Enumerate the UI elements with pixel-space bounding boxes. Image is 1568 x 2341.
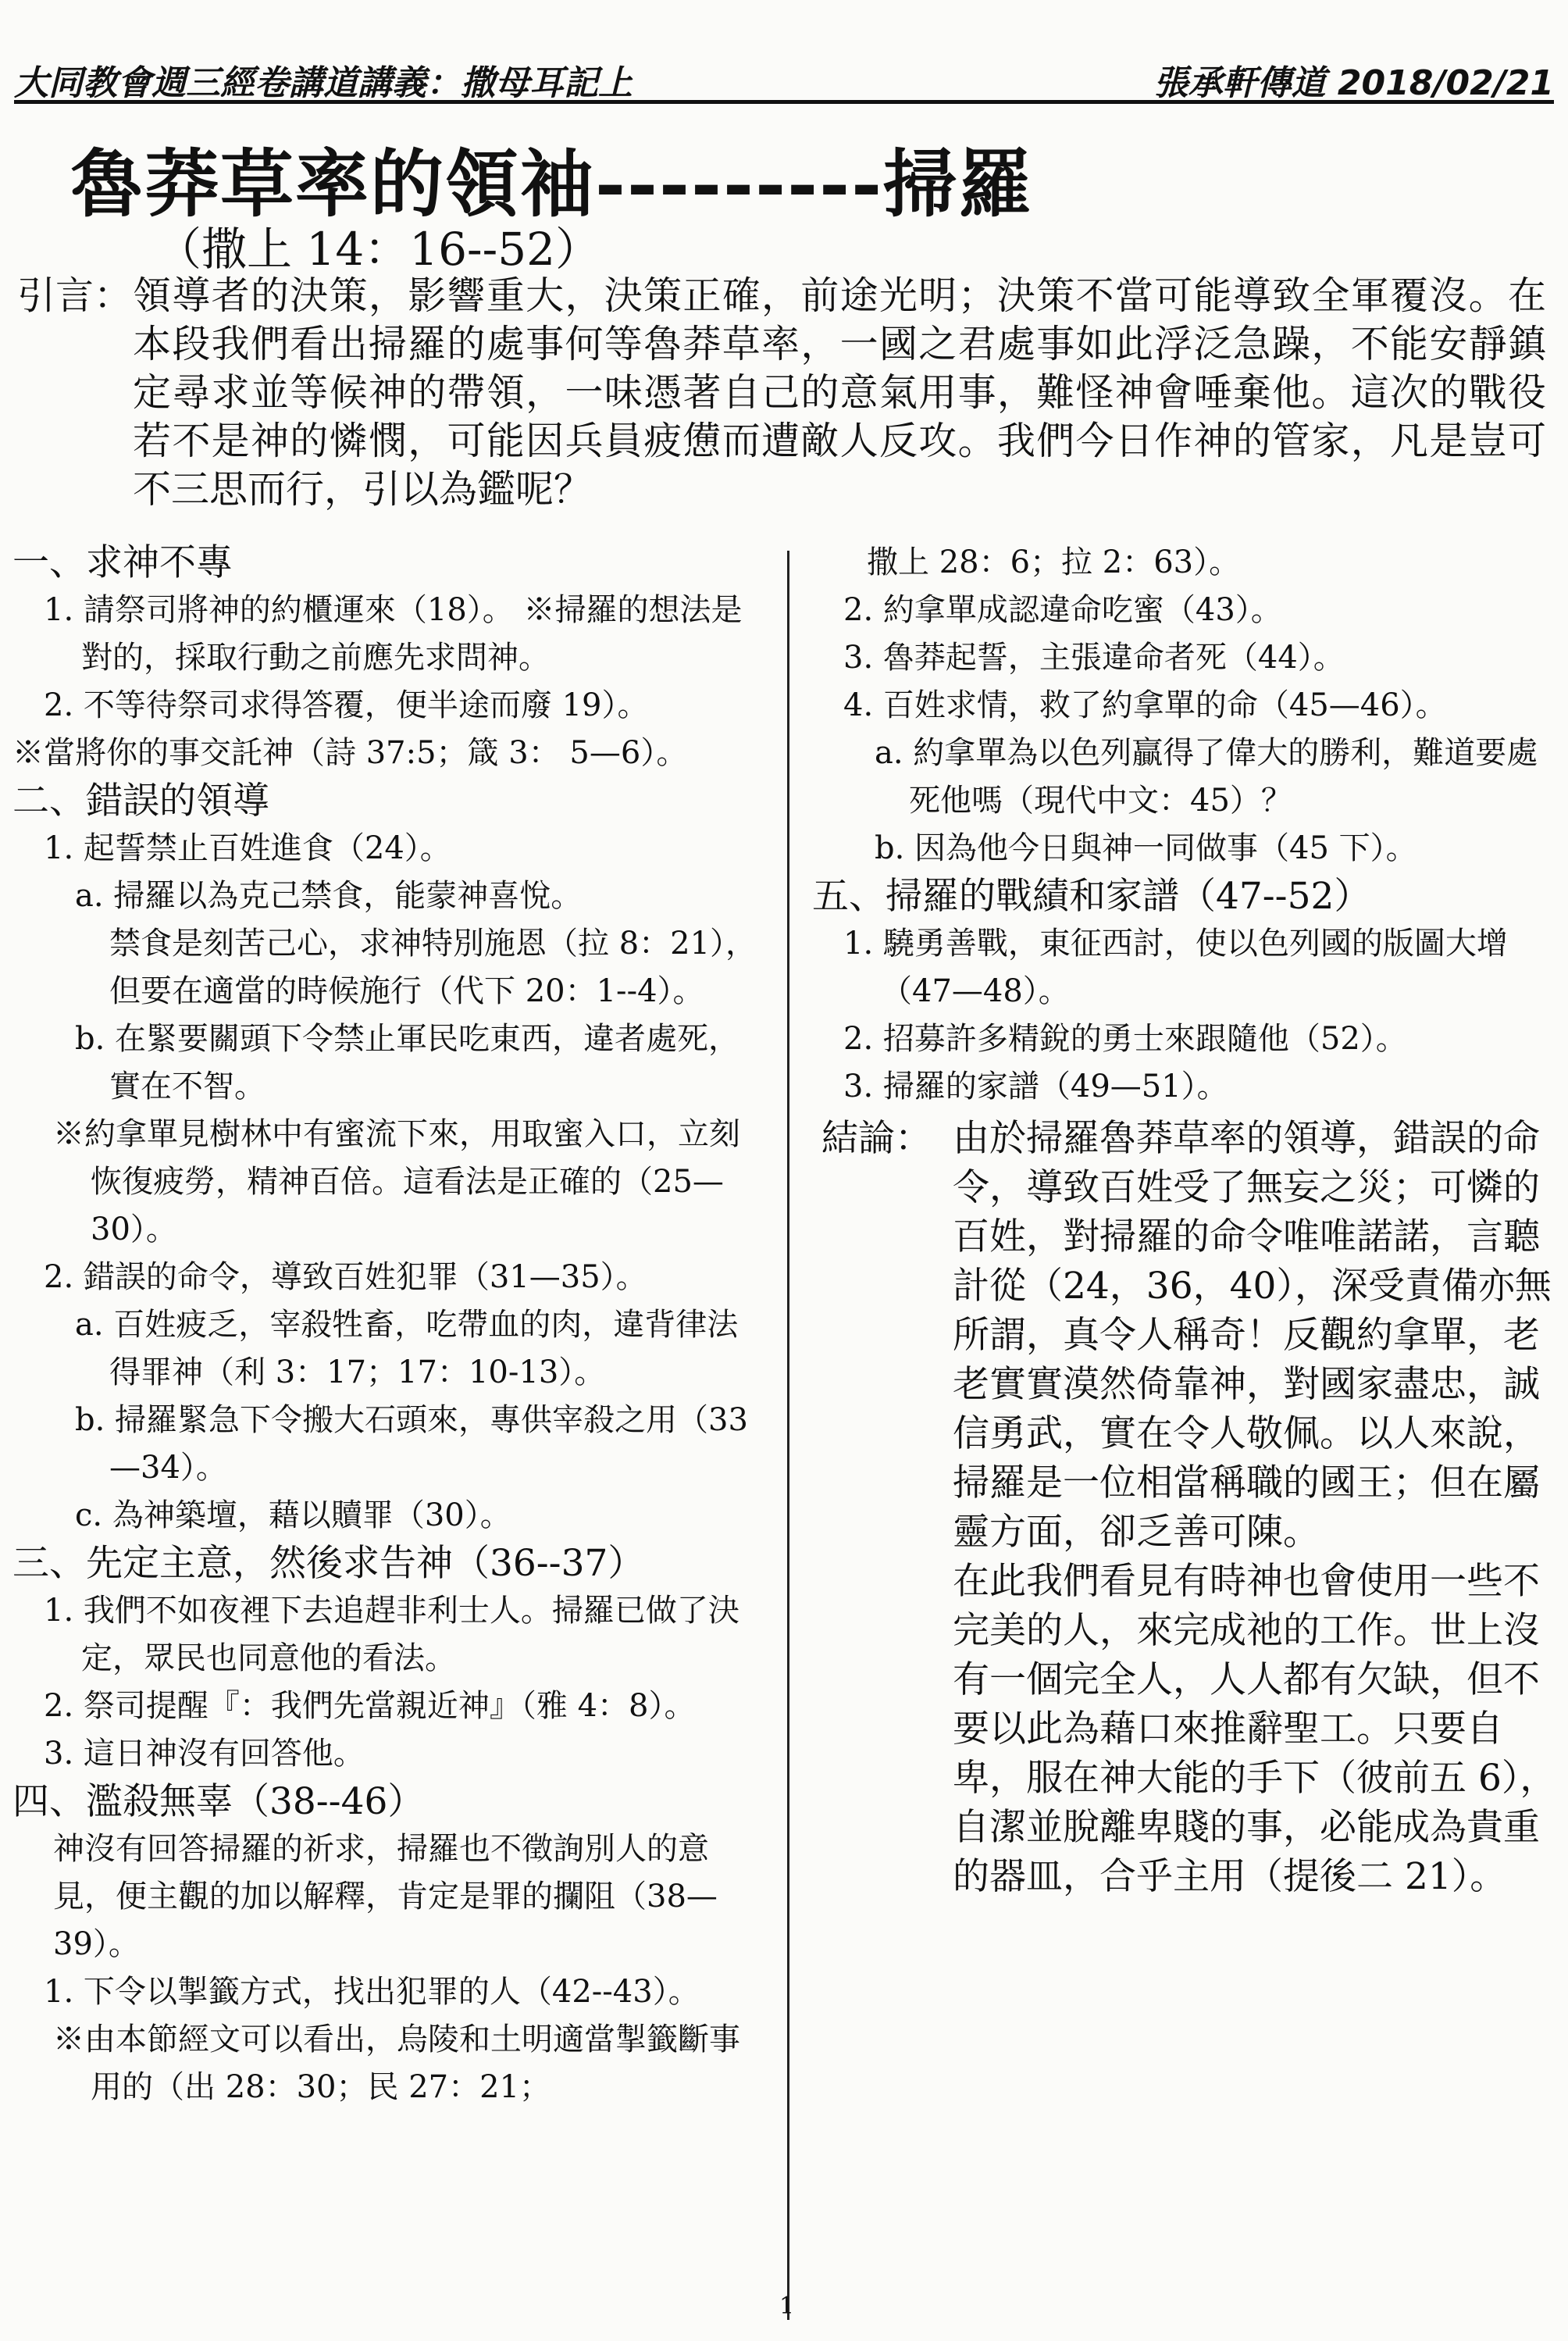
list-item: 1. 驍勇善戰，東征西討，使以色列國的版圖大增（47—48）。 [843,926,1508,1009]
list-item: 1. 我們不如夜裡下去追趕非利士人。掃羅已做了決定，眾民也同意他的看法。 [44,1593,739,1676]
note: ※由本節經文可以看出，烏陵和土明適當掣籤斷事用的（出 28：30；民 27：21； [53,2022,740,2105]
note: ※約拿單見樹林中有蜜流下來，用取蜜入口，立刻恢復疲勞，精神百倍。這看法是正確的（25—30）。 [53,1116,740,1247]
continued-text: 撒上 28：6；拉 2：63）。 [867,544,1241,580]
list-item: 1. 起誓禁止百姓進食（24）。 [44,830,451,866]
page-title: 魯莽草率的領袖---------掃羅 [70,141,1034,227]
list-item: 2. 約拿單成認違命吃蜜（43）。 [843,592,1282,628]
conclusion-label: 結論： [821,1117,932,1160]
sub-item: b. 掃羅緊急下令搬大石頭來，專供宰殺之用（33—34）。 [75,1402,748,1486]
sub-item: b. 在緊要關頭下令禁止軍民吃東西，違者處死，實在不智。 [75,1021,740,1104]
header-author-date: 張承軒傳道 2018/02/21 [1153,63,1554,103]
note: ※當將你的事交託神（詩 37:5；箴 3： 5—6）。 [12,735,688,771]
section-heading: 三、先定主意，然後求告神（36--37） [12,1542,645,1585]
sub-item: a. 掃羅以為克己禁食，能蒙神喜悅。 [75,878,583,914]
list-item: 1. 請祭司將神的約櫃運來（18）。 ※掃羅的想法是對的，採取行動之前應先求問神。 [44,592,743,676]
list-item: 3. 掃羅的家譜（49—51）。 [843,1069,1228,1104]
introduction [17,272,1546,514]
page-number: 1 [779,2293,795,2320]
section-heading: 五、掃羅的戰績和家譜（47--52） [812,875,1371,918]
sub-item: c. 為神築壇，藉以贖罪（30）。 [75,1497,511,1533]
sub-item: a. 百姓疲乏，宰殺牲畜，吃帶血的肉，違背律法得罪神（利 3：17；17：10-13）。 [75,1307,739,1390]
page-header [14,52,1554,104]
list-item: 3. 魯莽起誓，主張違命者死（44）。 [843,640,1345,676]
intro-text: 領導者的決策，影響重大，決策正確，前途光明；決策不當可能導致全軍覆沒。在本段我們看出掃羅的處事何等魯莽草率，一國之君處事如此浮泛急躁，不能安靜鎮定尋求並等候神的帶領，一味憑著自己的意氣用事，難怪神會唾棄他。這次的戰役若不是神的憐憫，可能因兵員疲憊而遭敵人反攻。我們今日作神的管家，凡是豈可不三思而行，引以為鑑呢？ [133,273,1546,512]
list-item: 4. 百姓求情，救了約拿單的命（45—46）。 [843,687,1447,723]
header-series-title: 大同教會週三經卷講道講義：撒母耳記上 [14,63,633,103]
conclusion-paragraph: 由於掃羅魯莽草率的領導，錯誤的命令，導致百姓受了無妄之災；可憐的百姓，對掃羅的命令唯唯諾諾，言聽計從（24，36，40），深受責備亦無所謂，真令人稱奇！反觀約拿單，老老實實漠然倚靠神，對國家盡忠，誠信勇武，實在令人敬佩。以人來說，掃羅是一位相當稱職的國王；但在屬靈方面，卻乏善可陳。 [953,1117,1552,1554]
section-text: 神沒有回答掃羅的祈求，掃羅也不徵詢別人的意見，便主觀的加以解釋，肯定是罪的攔阻（38—39）。 [53,1831,718,1962]
list-item: 2. 祭司提醒『：我們先當親近神』（雅 4：8）。 [44,1688,696,1724]
intro-label: 引言： [17,273,133,318]
section-heading: 二、錯誤的領導 [12,780,269,823]
sub-item: a. 約拿單為以色列贏得了偉大的勝利，難道要處死他嗎（現代中文：45）？ [875,735,1538,819]
list-item: 2. 錯誤的命令，導致百姓犯罪（31—35）。 [44,1259,647,1295]
list-item: 3. 這日神沒有回答他。 [44,1736,365,1772]
list-item: 1. 下令以掣籤方式，找出犯罪的人（42--43）。 [44,1974,700,2010]
list-item: 2. 不等待祭司求得答覆，便半途而廢 19）。 [44,687,649,723]
scripture-reference: （撒上 14：16--52） [156,223,601,276]
column-divider [787,551,789,2320]
section-heading: 一、求神不專 [12,541,233,584]
sub-item: b. 因為他今日與神一同做事（45 下）。 [875,830,1417,866]
conclusion-paragraph: 在此我們看見有時神也會使用一些不完美的人，來完成祂的工作。世上沒有一個完全人，人人都有欠缺，但不要以此為藉口來推辭聖工。只要自卑，服在神大能的手下（彼前五 6），自潔並脫離卑賤的事，必能成為貴重的器皿，合乎主用（提後二 21）。 [953,1560,1557,1898]
sub-item-text: 禁食是刻苦己心，求神特別施恩（拉 8：21），但要在適當的時候施行（代下 20：1--4）。 [109,926,757,1009]
right-column [812,539,1558,1901]
section-heading: 四、濫殺無辜（38--46） [12,1780,425,1823]
list-item: 2. 招募許多精銳的勇士來跟隨他（52）。 [843,1021,1407,1057]
left-column [12,539,768,2111]
conclusion [812,1114,1558,1901]
